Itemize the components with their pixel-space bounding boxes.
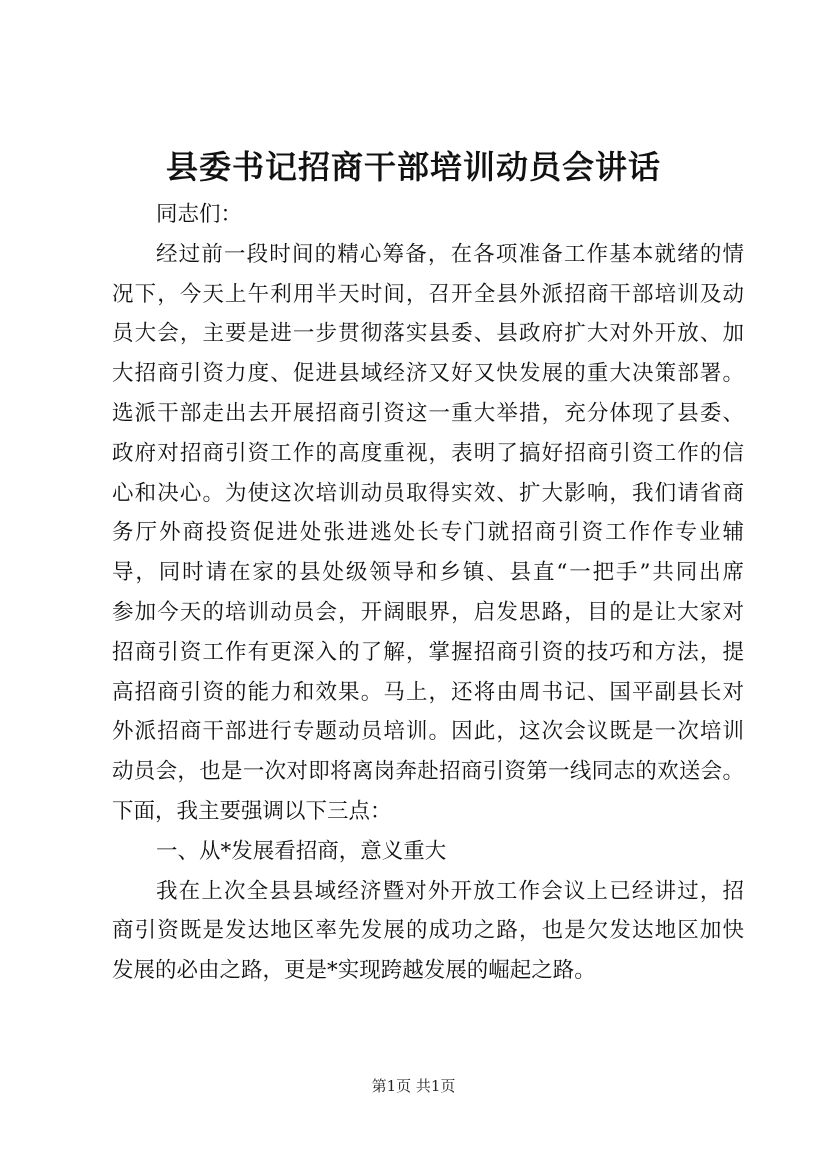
body-line: 发展的必由之路，更是*实现跨越发展的崛起之路。 [112, 958, 596, 984]
page-footer: 第1页 共1页 [371, 1077, 456, 1095]
body-line: 员大会，主要是进一步贯彻落实县委、县政府扩大对外开放、加 [112, 321, 744, 347]
body-line: 高招商引资的能力和效果。马上，还将由周书记、国平副县长对 [112, 679, 744, 705]
body-line: 心和决心。为使这次培训动员取得实效、扩大影响，我们请省商 [112, 480, 744, 506]
section-heading: 一、从*发展看招商，意义重大 [156, 838, 447, 864]
body-line: 政府对招商引资工作的高度重视，表明了搞好招商引资工作的信 [112, 440, 744, 466]
body-line: 大招商引资力度、促进县域经济又好又快发展的重大决策部署。 [112, 361, 744, 387]
document-body [112, 195, 744, 991]
body-line: 同志们： [156, 202, 243, 227]
body-line: 务厅外商投资促进处张进逃处长专门就招商引资工作作专业辅 [112, 520, 744, 546]
body-line: 下面，我主要强调以下三点： [112, 798, 392, 824]
body-line: 况下，今天上午利用半天时间，召开全县外派招商干部培训及动 [112, 281, 744, 307]
body-line: 外派招商干部进行专题动员培训。因此，这次会议既是一次培训 [112, 719, 744, 745]
document-title: 县委书记招商干部培训动员会讲话 [165, 148, 661, 186]
body-line: 我在上次全县县域经济暨对外开放工作会议上已经讲过，招 [156, 878, 744, 904]
body-line: 经过前一段时间的精心筹备，在各项准备工作基本就绪的情 [156, 241, 744, 267]
body-line: 招商引资工作有更深入的了解，掌握招商引资的技巧和方法，提 [112, 639, 744, 665]
body-line: 动员会，也是一次对即将离岗奔赴招商引资第一线同志的欢送会。 [112, 759, 744, 785]
body-line: 参加今天的培训动员会，开阔眼界，启发思路，目的是让大家对 [112, 599, 744, 625]
body-line: 商引资既是发达地区率先发展的成功之路，也是欠发达地区加快 [112, 918, 744, 944]
body-line: 导，同时请在家的县处级领导和乡镇、县直“一把手”共同出席 [112, 560, 744, 586]
body-line: 选派干部走出去开展招商引资这一重大举措，充分体现了县委、 [112, 400, 744, 426]
